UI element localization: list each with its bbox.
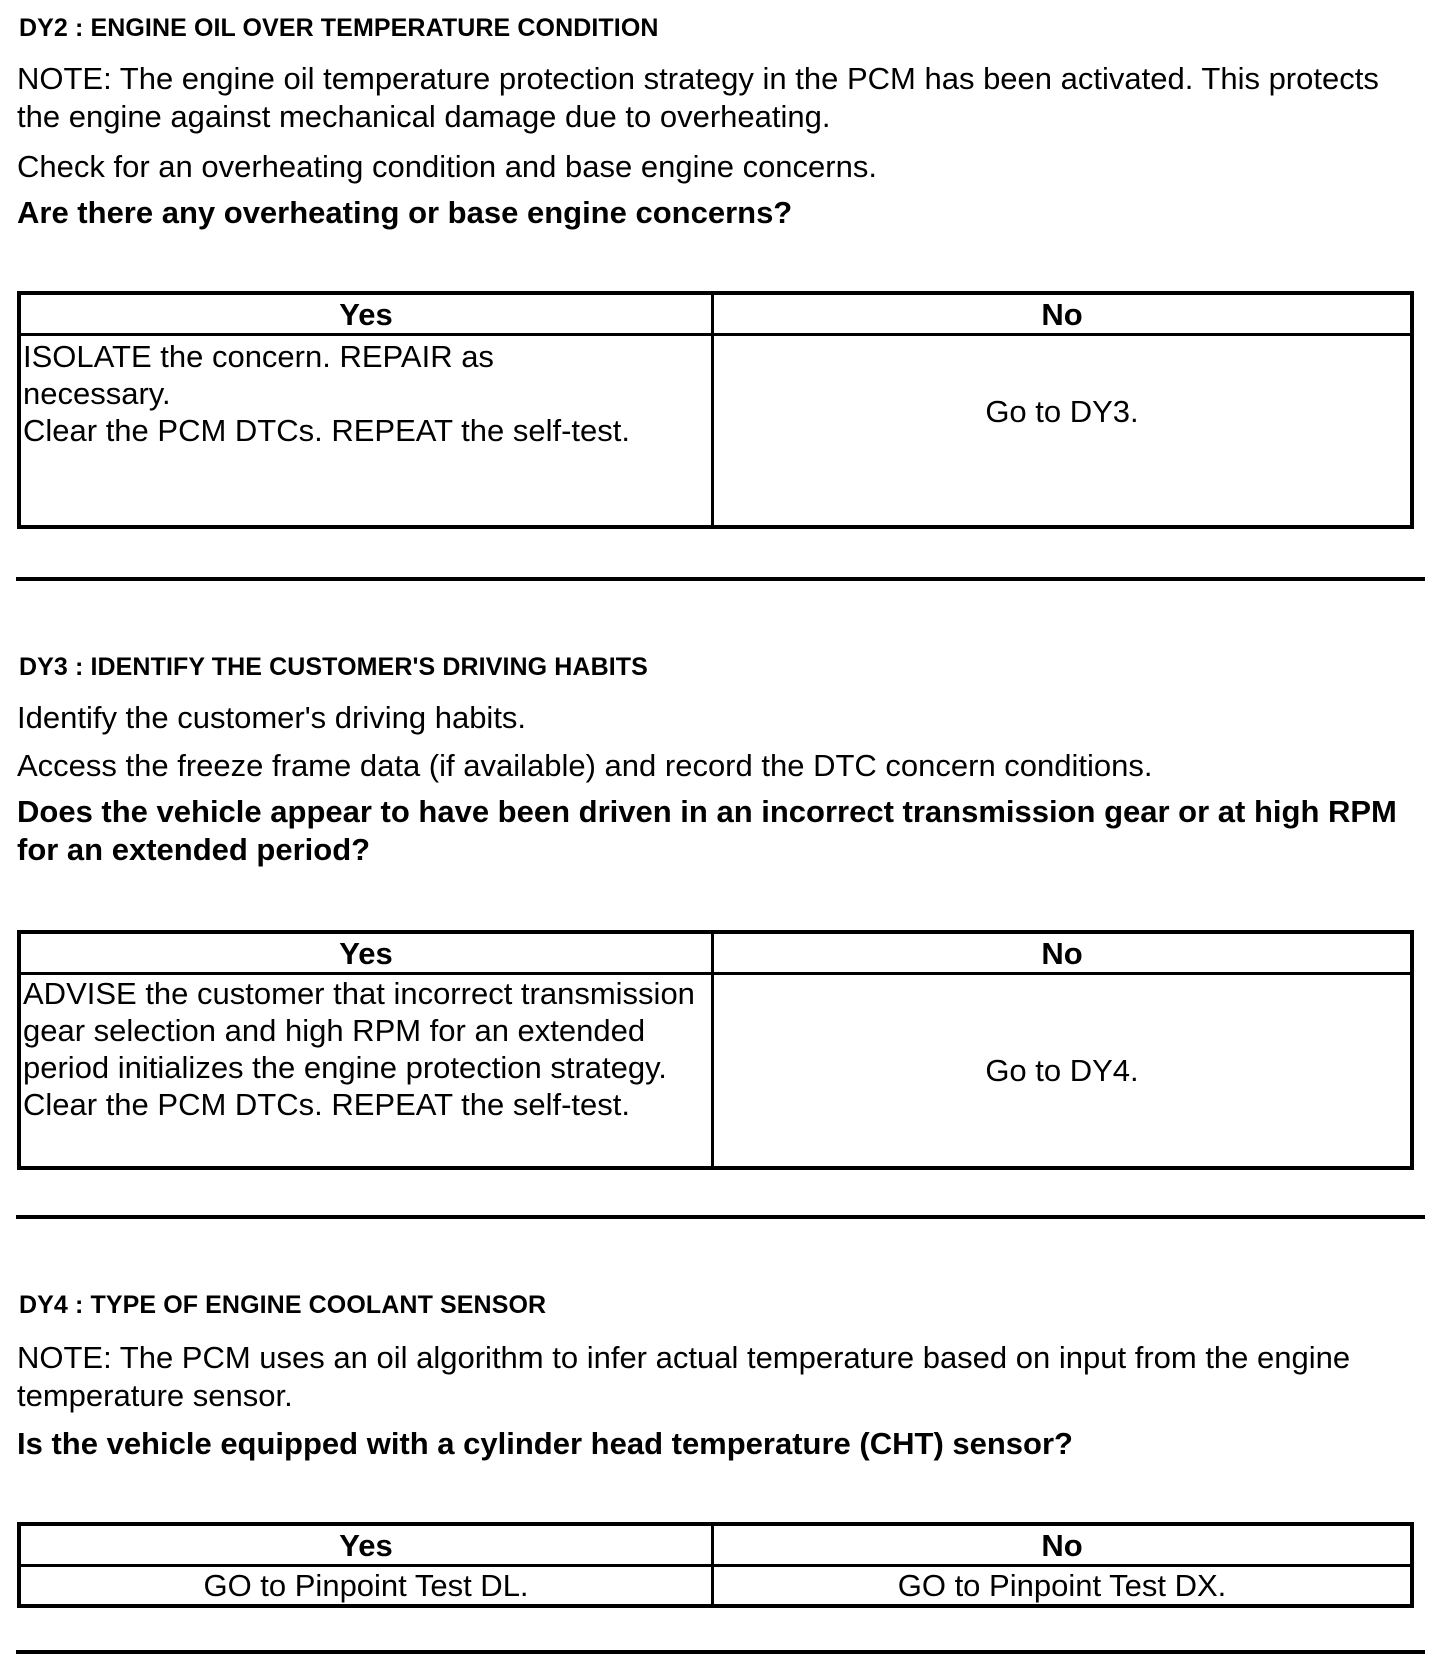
dy4-note: NOTE: The PCM uses an oil algorithm to infer actual temperature based on input from the engine temperature sensor. — [17, 1340, 1351, 1413]
dy4-no-action: GO to Pinpoint Test DX. — [713, 1566, 1413, 1607]
dy4-decision-table — [17, 1522, 1414, 1608]
dy3-no-action: Go to DY4. — [713, 974, 1413, 1169]
dy3-yes-line-2: Clear the PCM DTCs. REPEAT the self-test. — [23, 1087, 630, 1122]
dy3-yes-line-1: ADVISE the customer that incorrect transmission gear selection and high RPM for an extended period initializes the engine protection strategy. — [23, 976, 695, 1085]
dy2-no-action: Go to DY3. — [713, 335, 1413, 528]
dy2-note: NOTE: The engine oil temperature protection strategy in the PCM has been activated. This protects the engine against mechanical damage due to overheating. — [17, 61, 1379, 134]
dy2-yes-line-1: ISOLATE the concern. REPAIR as necessary. — [23, 339, 494, 411]
dy3-question: Does the vehicle appear to have been driven in an incorrect transmission gear or at high RPM for an extended period? — [17, 794, 1397, 867]
dy4-yes-header: Yes — [19, 1524, 713, 1566]
divider-3 — [16, 1650, 1425, 1654]
dy4-question: Is the vehicle equipped with a cylinder head temperature (CHT) sensor? — [17, 1426, 1073, 1461]
dy2-decision-table — [17, 291, 1414, 529]
dy3-instruction-1: Identify the customer's driving habits. — [17, 700, 527, 735]
divider-2 — [16, 1215, 1425, 1219]
dy2-yes-line-2: Clear the PCM DTCs. REPEAT the self-test. — [23, 413, 630, 448]
dy2-yes-action — [19, 335, 713, 528]
dy3-instruction-2: Access the freeze frame data (if available) and record the DTC concern conditions. — [17, 748, 1153, 783]
dy2-heading: DY2 : ENGINE OIL OVER TEMPERATURE CONDITION — [19, 14, 659, 42]
dy2-yes-header: Yes — [19, 293, 713, 335]
dy3-no-header: No — [713, 932, 1413, 974]
dy2-instruction: Check for an overheating condition and base engine concerns. — [17, 149, 877, 184]
dy3-yes-header: Yes — [19, 932, 713, 974]
dy3-heading: DY3 : IDENTIFY THE CUSTOMER'S DRIVING HABITS — [19, 653, 648, 681]
dy2-no-header: No — [713, 293, 1413, 335]
divider-1 — [16, 577, 1425, 581]
dy3-yes-action — [19, 974, 713, 1169]
dy4-heading: DY4 : TYPE OF ENGINE COOLANT SENSOR — [19, 1291, 547, 1319]
dy4-no-header: No — [713, 1524, 1413, 1566]
dy4-yes-action: GO to Pinpoint Test DL. — [19, 1566, 713, 1607]
dy2-question: Are there any overheating or base engine concerns? — [17, 195, 793, 230]
dy3-decision-table — [17, 930, 1414, 1170]
